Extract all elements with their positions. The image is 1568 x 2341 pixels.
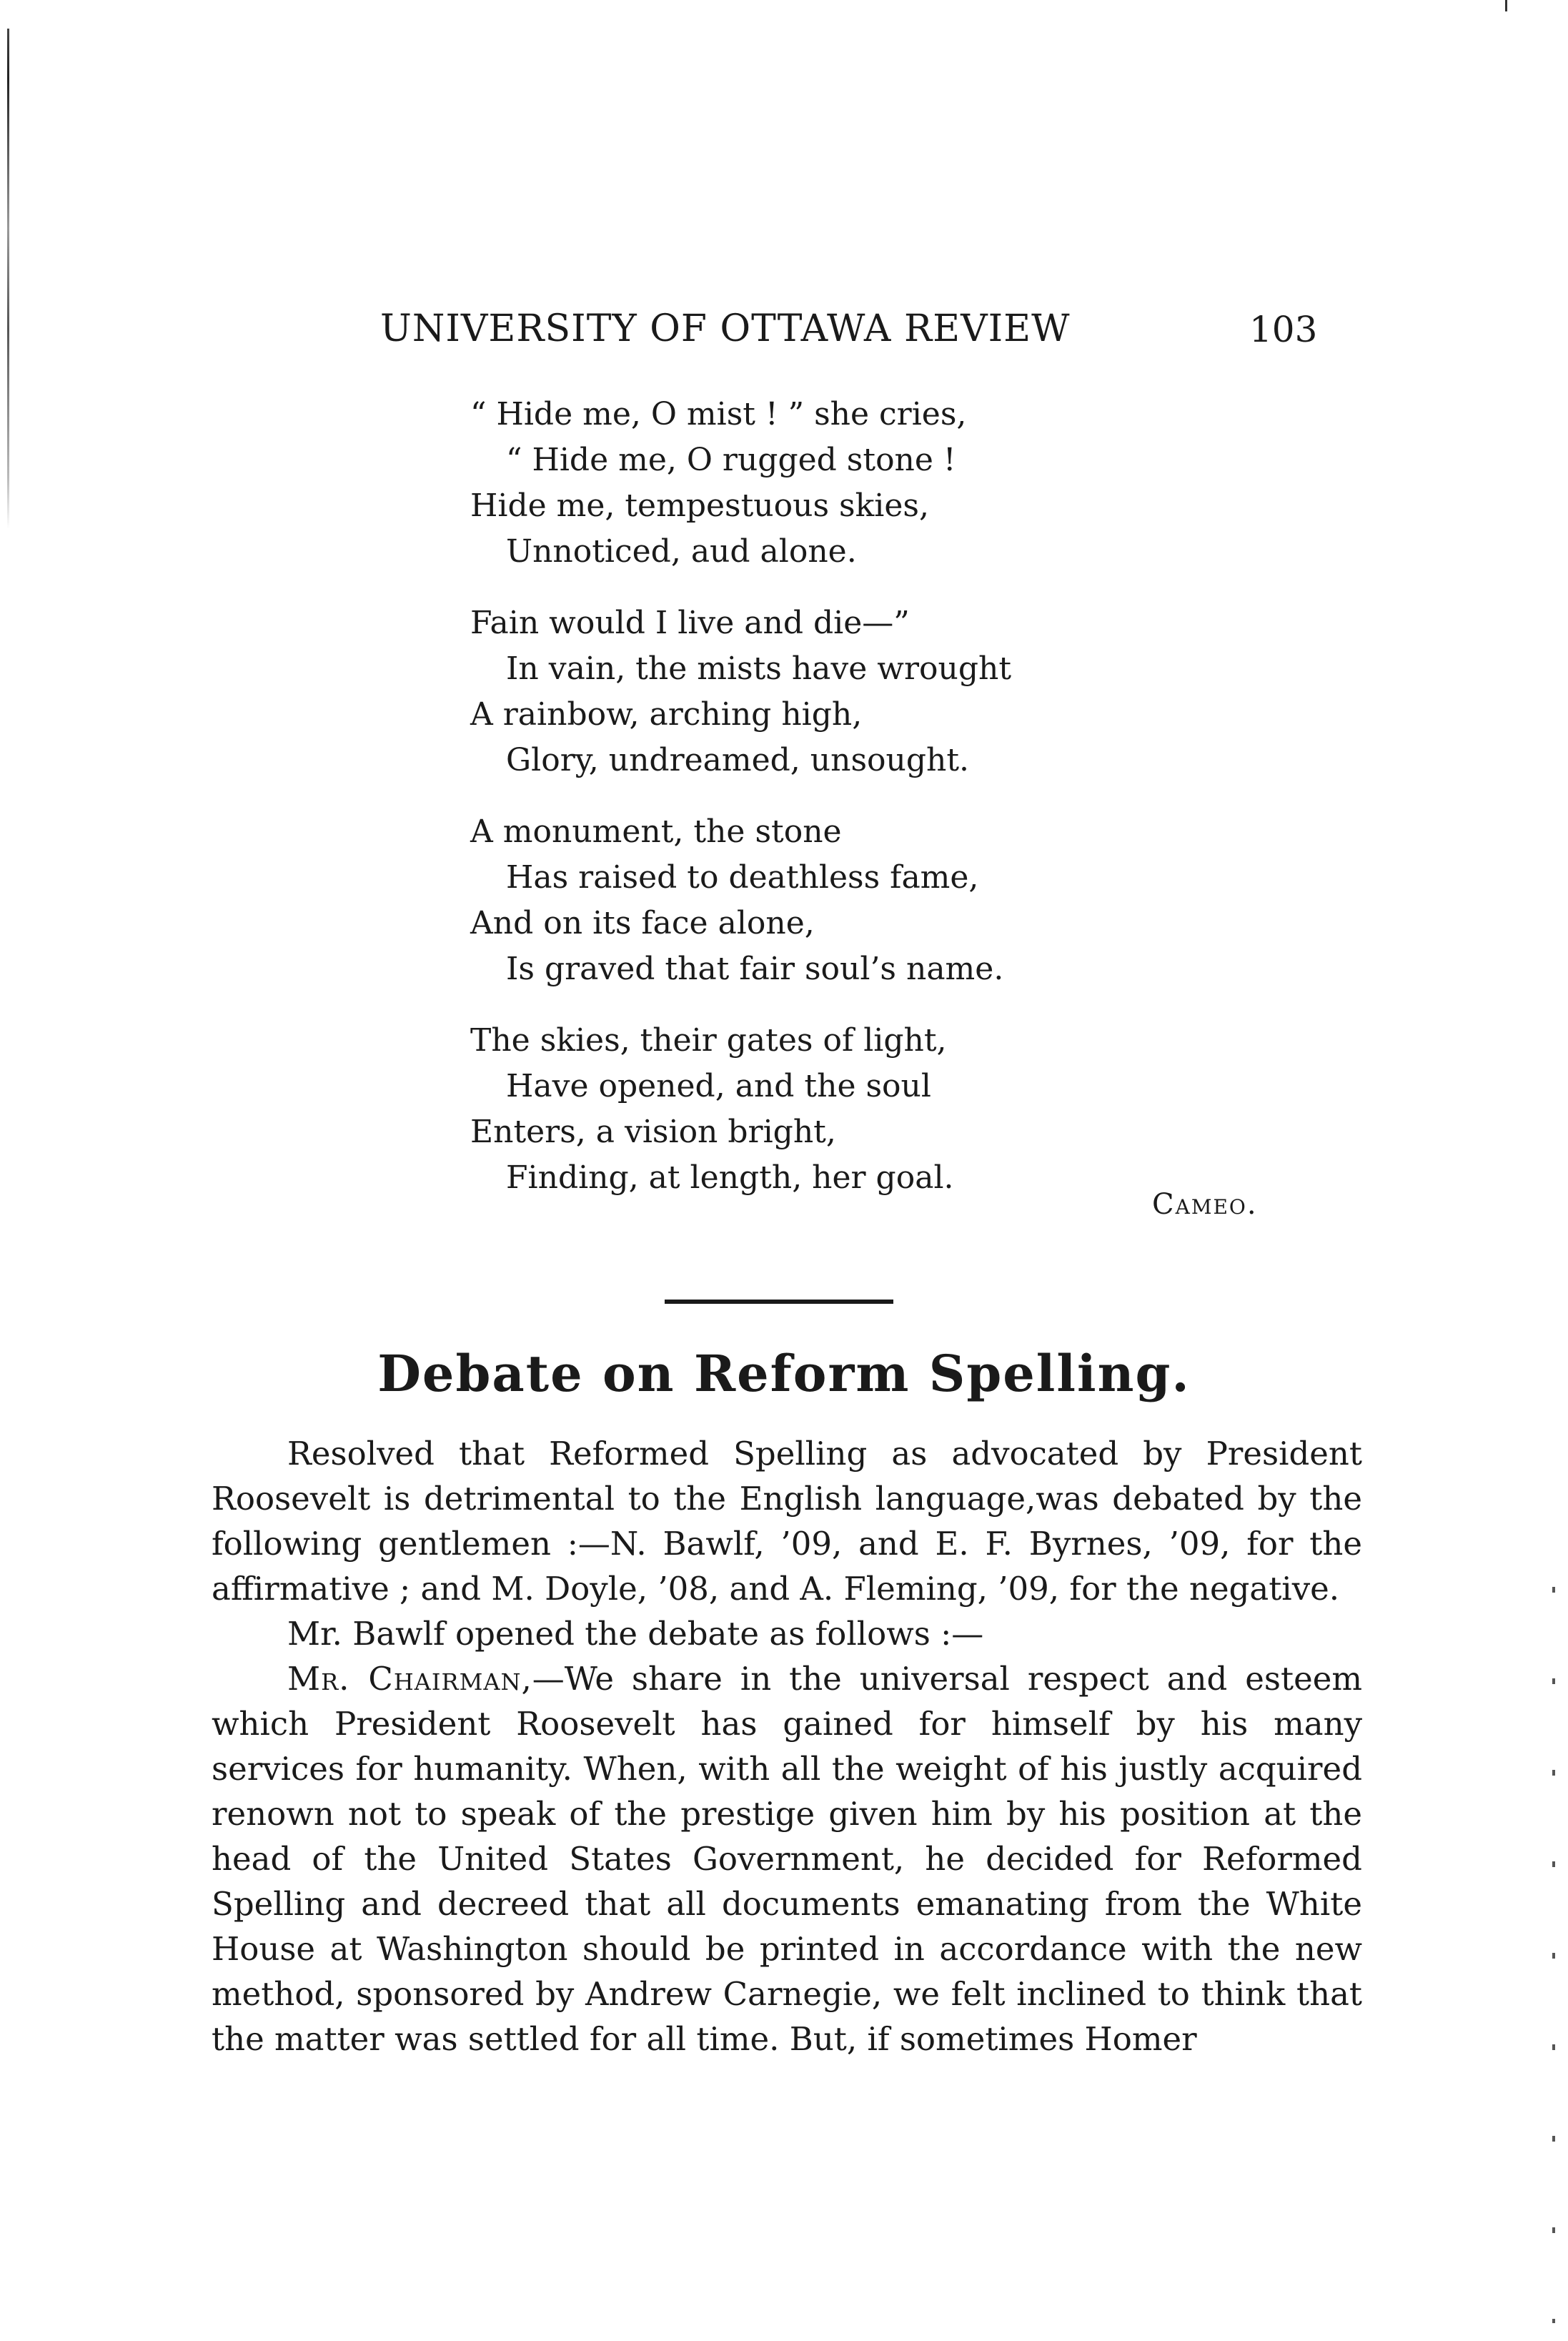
poem-line: Have opened, and the soul	[506, 1068, 931, 1104]
poem-line: Enters, a vision bright,	[470, 1114, 836, 1150]
poem-line: A rainbow, arching high,	[470, 696, 863, 733]
poem-line: And on its face alone,	[470, 905, 815, 941]
poem-stanza-3	[470, 809, 1328, 992]
speaker-lead: Mr. Chairman,	[287, 1660, 532, 1698]
poem-line: Glory, undreamed, unsought.	[506, 742, 970, 778]
poem-line: A monument, the stone	[470, 813, 842, 850]
poem-stanza-4	[470, 1018, 1328, 1201]
poem-line: “ Hide me, O rugged stone !	[506, 442, 956, 478]
scan-artifact-top	[1505, 0, 1507, 11]
article-paragraph	[212, 1656, 1362, 2062]
poem	[470, 392, 1328, 1227]
section-divider	[665, 1300, 893, 1304]
scan-edge-left	[7, 29, 9, 529]
poem-stanza-2	[470, 600, 1328, 783]
poem-line: Hide me, tempestuous skies,	[470, 487, 929, 524]
poem-line: Finding, at length, her goal.	[506, 1159, 954, 1196]
poem-line: The skies, their gates of light,	[470, 1022, 947, 1059]
poem-line: Is graved that fair soul’s name.	[506, 951, 1004, 987]
speech-text: —We share in the universal respect and esteem which President Roosevelt has gained for himself by his many services for humanity. When, with all the weight of his justly acquired renown not to speak of the prestige given him by his position at the head of the United States Government, he decided for Reformed Spelling and decreed that all documents emanating from the White House at Washington should be printed in accordance with the new method, sponsored by Andrew Carnegie, we felt inclined to think that the matter was settled for all time. But, if sometimes Homer	[212, 1660, 1362, 2058]
poem-signature: Cameo.	[1152, 1188, 1258, 1221]
poem-line: Has raised to deathless fame,	[506, 859, 979, 896]
poem-stanza-1	[470, 392, 1328, 575]
poem-line: Unnoticed, aud alone.	[506, 533, 857, 570]
page-number: 103	[1249, 309, 1318, 350]
poem-line: In vain, the mists have wrought	[506, 650, 1012, 687]
running-header: UNIVERSITY OF OTTAWA REVIEW	[380, 307, 1071, 350]
poem-line: Fain would I live and die—”	[470, 605, 910, 641]
scan-edge-right	[1552, 1501, 1555, 2323]
article-paragraph: Mr. Bawlf opened the debate as follows :—	[287, 1615, 984, 1653]
article-body	[212, 1431, 1362, 2062]
article-title: Debate on Reform Spelling.	[377, 1344, 1191, 1403]
poem-line: “ Hide me, O mist ! ” she cries,	[470, 396, 967, 432]
article-paragraph: Resolved that Reformed Spelling as advocated by President Roosevelt is detrimental to the English language,was debated by the following gentlemen :—N. Bawlf, ’09, and E. F. Byrnes, ’09, for the affirmative ; and M. Doyle, ’08, and A. Fleming, ’09, for the negative.	[212, 1435, 1362, 1608]
